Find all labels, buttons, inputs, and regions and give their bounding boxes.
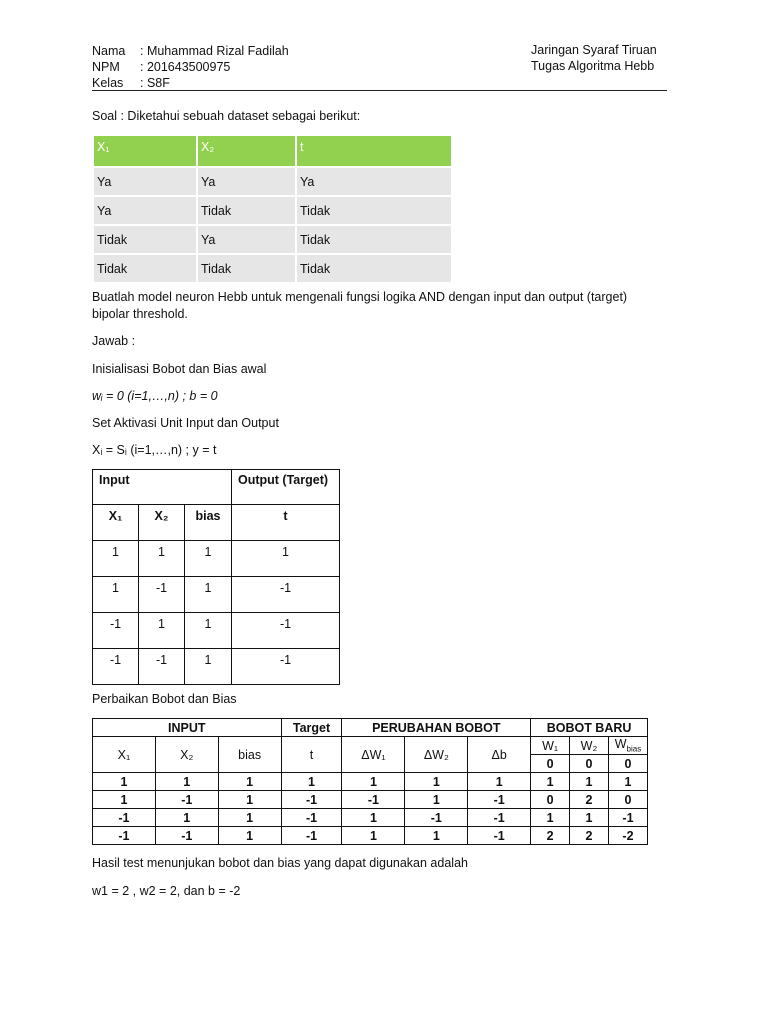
class-label: Kelas [92, 76, 124, 90]
update-col-w2: W₂ [570, 737, 609, 755]
io-cell: 1 [185, 541, 232, 577]
update-title: Perbaikan Bobot dan Bias [92, 692, 237, 706]
dataset-row [94, 168, 451, 195]
update-group-change: PERUBAHAN BOBOT [342, 719, 531, 737]
name-row [92, 43, 289, 59]
io-cell: 1 [139, 613, 185, 649]
update-cell: 1 [531, 773, 570, 791]
dataset-row [94, 197, 451, 224]
update-cell: 1 [281, 773, 342, 791]
io-cell: 1 [185, 649, 232, 685]
io-cell: 1 [93, 541, 139, 577]
update-initial-w2: 0 [570, 755, 609, 773]
io-row [93, 649, 340, 685]
update-cell: 1 [93, 773, 156, 791]
header-divider [92, 90, 667, 91]
update-col-dw2: ΔW₂ [405, 737, 468, 773]
io-cell: -1 [139, 649, 185, 685]
dataset-row [94, 255, 451, 282]
dataset-cell: Tidak [297, 226, 451, 253]
update-cell: 1 [405, 773, 468, 791]
update-col-dw1: ΔW₁ [342, 737, 405, 773]
update-table [92, 718, 648, 845]
update-cell: -1 [405, 809, 468, 827]
assignment-title: Tugas Algoritma Hebb [531, 59, 655, 73]
npm-label: NPM [92, 60, 120, 74]
class-row [92, 75, 170, 91]
io-cell: -1 [139, 577, 185, 613]
io-cell: 1 [93, 577, 139, 613]
update-cell: -1 [468, 827, 531, 845]
dataset-cell: Ya [94, 197, 196, 224]
update-cell: 1 [342, 827, 405, 845]
update-cell: 1 [342, 773, 405, 791]
update-cell: -1 [468, 809, 531, 827]
course-title: Jaringan Syaraf Tiruan [531, 43, 657, 57]
update-cell: 1 [93, 791, 156, 809]
dataset-cell: Tidak [297, 255, 451, 282]
update-cell: 1 [405, 791, 468, 809]
npm-value: : 201643500975 [140, 60, 231, 74]
update-initial-wbias: 0 [608, 755, 647, 773]
update-cell: 1 [608, 773, 647, 791]
io-cell: 1 [139, 541, 185, 577]
update-cell: 1 [218, 809, 281, 827]
update-cell: -1 [468, 791, 531, 809]
update-cell: 2 [570, 791, 609, 809]
name-value: : Muhammad Rizal Fadilah [140, 44, 289, 58]
update-cell: 1 [570, 773, 609, 791]
dataset-cell: Tidak [94, 255, 196, 282]
io-group-row [93, 470, 340, 505]
update-col-wbias-sub: bias [626, 744, 642, 754]
answer-label: Jawab : [92, 334, 136, 348]
update-col-wbias [608, 737, 647, 755]
io-cell: 1 [185, 613, 232, 649]
update-cell: 1 [155, 773, 218, 791]
dataset-cell: Tidak [94, 226, 196, 253]
task-line-2: bipolar threshold. [92, 307, 188, 321]
update-row [93, 827, 648, 845]
update-cell: 1 [531, 809, 570, 827]
update-initial-w1: 0 [531, 755, 570, 773]
name-label: Nama [92, 44, 126, 58]
io-cell: -1 [93, 613, 139, 649]
dataset-header-x2: X₂ [198, 136, 295, 166]
task-line-1: Buatlah model neuron Hebb untuk mengenali fungsi logika AND dengan input dan output (target) [92, 290, 628, 304]
dataset-cell: Ya [297, 168, 451, 195]
dataset-header-t: t [297, 136, 451, 166]
dataset-table [92, 134, 453, 284]
update-cell: -1 [281, 827, 342, 845]
update-cell: 2 [531, 827, 570, 845]
update-row [93, 773, 648, 791]
result-values: w1 = 2 , w2 = 2, dan b = -2 [92, 884, 241, 898]
io-cell: -1 [232, 649, 340, 685]
update-cell: 1 [155, 809, 218, 827]
dataset-cell: Ya [198, 168, 295, 195]
update-cell: 2 [570, 827, 609, 845]
update-row [93, 809, 648, 827]
update-cell: 1 [342, 809, 405, 827]
activation-formula: Xᵢ = Sᵢ (i=1,…,n) ; y = t [92, 443, 217, 457]
update-cell: -1 [93, 827, 156, 845]
activation-title: Set Aktivasi Unit Input dan Output [92, 416, 279, 430]
dataset-cell: Ya [94, 168, 196, 195]
update-cell: -1 [155, 791, 218, 809]
update-group-row [93, 719, 648, 737]
io-header-row [93, 505, 340, 541]
io-row [93, 541, 340, 577]
init-title: Inisialisasi Bobot dan Bias awal [92, 362, 267, 376]
io-cell: 1 [232, 541, 340, 577]
update-col-bias: bias [218, 737, 281, 773]
dataset-cell: Tidak [198, 197, 295, 224]
update-cell: 1 [405, 827, 468, 845]
io-col-x2: X₂ [139, 505, 185, 541]
class-value: : S8F [140, 76, 170, 90]
update-col-x2: X₂ [155, 737, 218, 773]
update-cell: -2 [608, 827, 647, 845]
update-col-t: t [281, 737, 342, 773]
update-col-x1: X₁ [93, 737, 156, 773]
update-row [93, 791, 648, 809]
update-cell: 0 [531, 791, 570, 809]
update-col-wbias-main: W [614, 737, 627, 752]
update-col-db: Δb [468, 737, 531, 773]
update-cell: -1 [93, 809, 156, 827]
update-cell: 1 [468, 773, 531, 791]
dataset-row [94, 226, 451, 253]
dataset-cell: Tidak [297, 197, 451, 224]
io-table [92, 469, 340, 685]
dataset-header-row [94, 136, 451, 166]
update-cell: 1 [218, 791, 281, 809]
update-cell: -1 [155, 827, 218, 845]
io-col-x1: X₁ [93, 505, 139, 541]
update-cell: 1 [218, 827, 281, 845]
header-course-block [531, 42, 658, 74]
dataset-cell: Ya [198, 226, 295, 253]
io-cell: -1 [232, 577, 340, 613]
io-cell: -1 [93, 649, 139, 685]
result-text: Hasil test menunjukan bobot dan bias yang dapat digunakan adalah [92, 856, 468, 870]
io-row [93, 577, 340, 613]
update-header-row [93, 737, 648, 755]
update-cell: 1 [218, 773, 281, 791]
init-formula: wᵢ = 0 (i=1,…,n) ; b = 0 [92, 389, 218, 403]
update-col-w1: W₁ [531, 737, 570, 755]
io-group-output: Output (Target) [232, 470, 340, 505]
update-group-new: BOBOT BARU [531, 719, 648, 737]
dataset-cell: Tidak [198, 255, 295, 282]
question-intro: Soal : Diketahui sebuah dataset sebagai berikut: [92, 109, 361, 123]
update-group-target: Target [281, 719, 342, 737]
io-row [93, 613, 340, 649]
io-col-t: t [232, 505, 340, 541]
update-cell: 1 [570, 809, 609, 827]
io-cell: -1 [232, 613, 340, 649]
update-group-input: INPUT [93, 719, 282, 737]
update-cell: 0 [608, 791, 647, 809]
io-group-input: Input [93, 470, 232, 505]
update-cell: -1 [608, 809, 647, 827]
update-cell: -1 [281, 791, 342, 809]
dataset-header-x1: X₁ [94, 136, 196, 166]
update-cell: -1 [281, 809, 342, 827]
update-cell: -1 [342, 791, 405, 809]
io-cell: 1 [185, 577, 232, 613]
npm-row [92, 59, 230, 75]
io-col-bias: bias [185, 505, 232, 541]
